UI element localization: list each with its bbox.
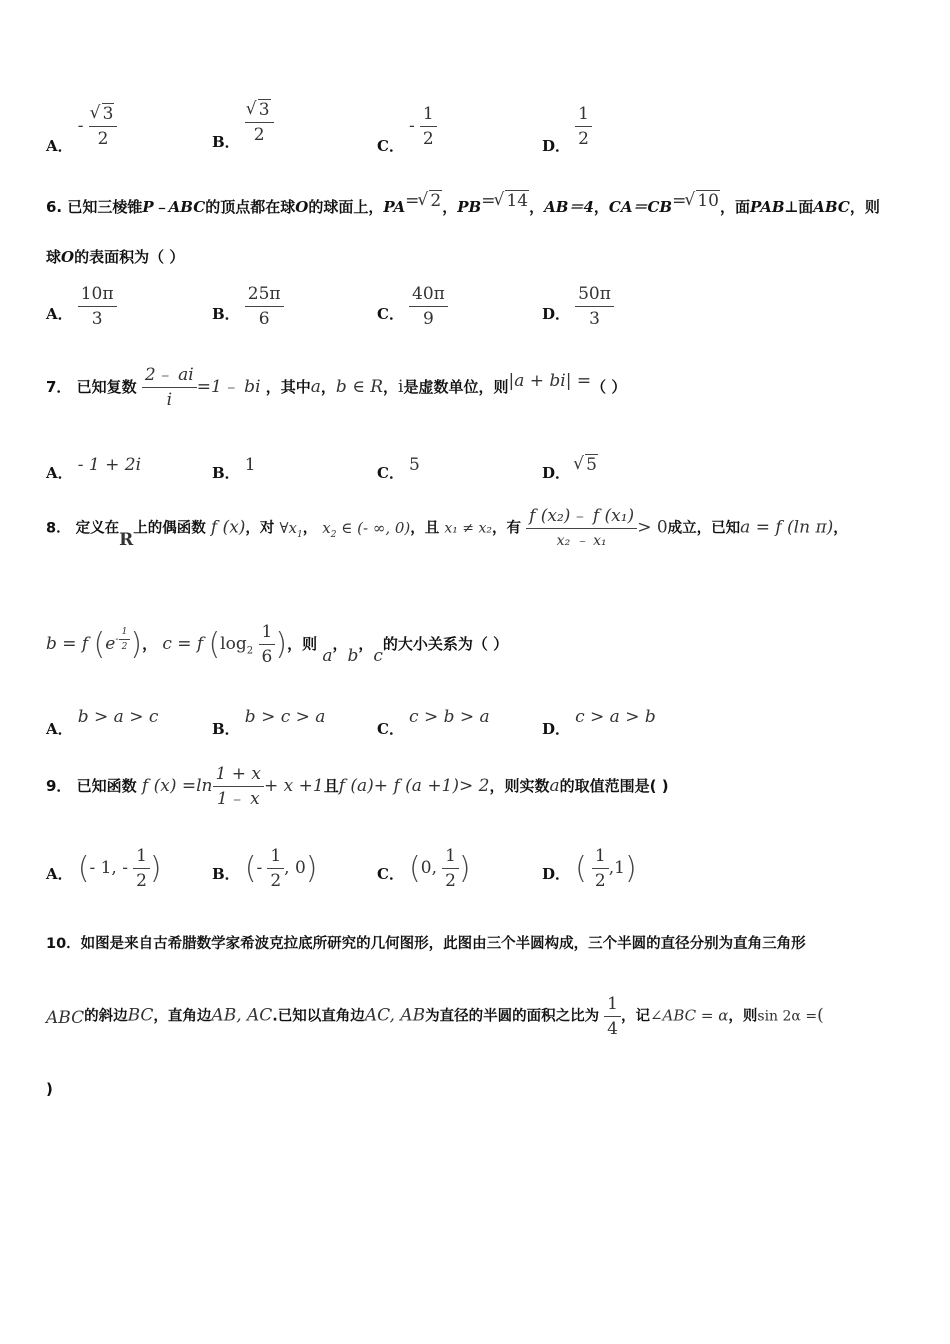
radicand: 3	[102, 104, 114, 124]
option-label: B．	[212, 305, 240, 323]
text: ，则	[287, 635, 318, 653]
option-label: C．	[377, 137, 404, 155]
var-b: b	[347, 646, 359, 666]
q9-stem	[46, 764, 669, 809]
c-lhs: c = f	[162, 634, 204, 654]
ca-eq: CA＝CB	[608, 198, 673, 216]
text: 是虚数单位，则	[403, 378, 509, 396]
sub: 2	[330, 529, 337, 540]
text: 已知函数	[76, 777, 137, 795]
q8-option-a[interactable]	[46, 706, 159, 738]
q5-option-d[interactable]	[542, 104, 592, 155]
q7-stem: 7． 已知复数 $\frac{2﹣ ai}{i}$ =1﹣ bi ，其中a，b ∈ R，i是虚数单位，则|a + bi| =（ ）	[46, 365, 627, 410]
text: ，	[833, 520, 848, 537]
text: ，	[302, 520, 318, 537]
var-a: a	[549, 776, 560, 796]
text: ，直角边	[153, 1008, 212, 1025]
exp-sign: -	[115, 634, 119, 646]
right-part: ,1	[608, 858, 625, 878]
denominator: 2	[445, 871, 456, 891]
denominator: 9	[423, 309, 434, 329]
fraction	[213, 764, 264, 809]
q10-stem-line1: 10．如图是来自古希腊数学家希波克拉底所研究的几何图形，此图由三个半圆构成，三个半圆的直径分别为直角三角形	[46, 936, 806, 952]
option-value: - 1 + 2i	[77, 455, 142, 475]
abs-expr: a + bi	[514, 371, 566, 391]
numerator: 1	[575, 104, 592, 127]
denominator: 2	[136, 871, 147, 891]
denominator: 3	[91, 309, 103, 329]
ca-value: 10	[697, 191, 719, 211]
text: ，	[383, 378, 399, 396]
pa-value: 2	[430, 191, 442, 211]
numerator: 1	[592, 846, 609, 869]
option-label: C．	[377, 865, 404, 883]
text: ，记	[620, 1008, 650, 1025]
log-base: 2	[246, 645, 254, 657]
option-label: D．	[542, 137, 571, 155]
f-rhs: + x +1	[263, 776, 324, 796]
text: 成立，已知	[667, 520, 741, 537]
option-value: 5	[586, 455, 597, 475]
pa-label: PA	[383, 198, 406, 216]
option-label: D．	[542, 464, 571, 482]
q8-stem-line2: b = f ($e^{- \frac{1}{2}}$ )， c = f ($\log_2$ $\frac{1}{6}$ )，则 a，b，c的大小关系为（ ）	[46, 622, 509, 667]
option-label: C．	[377, 305, 404, 323]
a-definition: a = f (ln π)	[740, 517, 834, 538]
tetra-name: P﹣ABC	[142, 198, 206, 216]
fraction	[409, 284, 448, 329]
ab-eq: AB＝4	[544, 198, 594, 216]
condition: f (a)+ f (a +1)> 2	[338, 776, 490, 796]
left-part: 0,	[420, 858, 437, 878]
text: （ ）	[591, 378, 627, 396]
q10-stem-line3: )	[46, 1080, 53, 1098]
question-number: 8．	[46, 520, 71, 537]
fraction	[592, 846, 609, 891]
q5-option-b[interactable]	[212, 100, 274, 151]
denominator: 2	[270, 871, 282, 891]
forall-x1: ∀x	[279, 518, 297, 537]
question-number: 9．	[46, 777, 72, 795]
option-label: A．	[46, 137, 73, 155]
denominator: 3	[589, 309, 600, 329]
option-label: B．	[212, 720, 240, 738]
q6-option-b[interactable]	[212, 284, 284, 329]
b-lhs: b = f	[46, 634, 89, 654]
option-label: A．	[46, 865, 73, 883]
func-f: f (x)	[210, 517, 246, 538]
numerator: 1	[259, 622, 276, 645]
imag-unit: i	[398, 377, 404, 397]
pb-value: 14	[506, 191, 529, 211]
q6-option-d[interactable]	[542, 284, 614, 329]
denominator: 2	[578, 129, 589, 149]
numerator: 2﹣ ai	[142, 365, 197, 388]
denominator: i	[166, 390, 173, 410]
fraction	[420, 104, 437, 149]
question-number: 7．	[46, 378, 72, 396]
text: ，且	[410, 520, 440, 537]
option-value: 5	[409, 455, 420, 475]
sin-expr: sin 2α =	[757, 1008, 818, 1025]
angle-def: ∠ABC = α	[649, 1006, 729, 1025]
numerator: 50π	[575, 284, 614, 307]
denominator: 2	[594, 871, 606, 891]
fraction	[245, 284, 284, 329]
denominator: 2	[97, 129, 109, 149]
left-part: - 1, -	[89, 858, 128, 878]
paren-open: (	[817, 1005, 824, 1026]
fraction	[442, 846, 459, 891]
text: 的取值范围是( )	[559, 777, 669, 795]
exp-num: 1	[119, 627, 131, 640]
numerator: 1	[442, 846, 459, 869]
text: ，则	[849, 198, 880, 216]
text: 的球面上，	[308, 198, 384, 216]
denominator: x₂ ﹣ x₁	[556, 533, 607, 549]
seg-bc: BC	[127, 1005, 154, 1026]
text: ，	[320, 378, 336, 396]
q9-option-b[interactable]: B． (- $\frac{1}{2}$ , 0)	[212, 846, 318, 891]
var-a: a	[322, 646, 333, 666]
numerator: 40π	[409, 284, 448, 307]
option-label: D．	[542, 720, 571, 738]
equals: =	[576, 371, 592, 391]
numerator: 1	[604, 994, 621, 1017]
q8-option-d[interactable]	[542, 706, 656, 738]
var-c: c	[373, 646, 383, 666]
text: 上的偶函数	[133, 520, 206, 537]
pb-label: PB	[457, 198, 482, 216]
denominator: 6	[261, 647, 273, 667]
option-label: B．	[212, 865, 240, 883]
option-value: b > a > c	[77, 707, 159, 727]
seg-ab-ac: AB, AC	[211, 1005, 273, 1026]
right-part: , 0	[284, 858, 306, 878]
q9-option-a[interactable]: A． (- 1, - $\frac{1}{2}$ )	[46, 846, 162, 891]
denominator: 2	[253, 125, 265, 145]
option-label: A．	[46, 464, 73, 482]
left-part: -	[256, 858, 263, 878]
q6-option-c[interactable]	[377, 284, 448, 329]
question-number: 6.	[46, 198, 63, 216]
text: 球	[46, 248, 62, 266]
text: 的顶点都在球	[205, 198, 296, 216]
q7-option-d[interactable]	[542, 454, 598, 482]
text: ，则	[728, 1008, 758, 1025]
sub: 1	[297, 529, 303, 540]
fraction	[526, 506, 637, 551]
fraction	[575, 104, 592, 149]
option-value: 1	[244, 455, 256, 475]
text: ，其中	[265, 378, 311, 396]
q10-stem-line2	[46, 994, 824, 1039]
fraction	[267, 846, 284, 891]
q8-option-b[interactable]	[212, 706, 326, 738]
q5-option-a[interactable]	[46, 104, 117, 155]
sphere-name: O	[61, 248, 75, 266]
denominator: 1﹣ x	[216, 789, 260, 809]
interval: ∈ (- ∞, 0)	[341, 518, 411, 537]
x-neq: x₁ ≠ x₂	[444, 520, 492, 537]
denominator: 4	[607, 1019, 618, 1039]
text: ，对	[245, 520, 275, 537]
fraction	[133, 846, 150, 891]
fraction	[89, 104, 118, 149]
text: 为直径的半圆的面积之比为	[425, 1008, 600, 1025]
b-in-r: b ∈ R	[335, 377, 383, 397]
var-a: a	[310, 377, 321, 397]
option-value: b > c > a	[244, 707, 326, 727]
q9-option-c[interactable]: C． (0, $\frac{1}{2}$ )	[377, 846, 471, 891]
text: 的斜边	[84, 1008, 128, 1025]
text: 面	[798, 198, 814, 216]
option-label: A．	[46, 305, 73, 323]
seg-ac-ab: AC, AB	[364, 1005, 426, 1026]
base-e: e	[105, 634, 116, 654]
numerator: 1	[420, 104, 437, 127]
gt-zero: > 0	[637, 517, 668, 538]
option-value: c > b > a	[409, 707, 490, 727]
numerator: 1	[267, 846, 284, 869]
fraction	[245, 100, 274, 145]
option-label: A．	[46, 720, 73, 738]
text: 已知三棱锥	[67, 198, 143, 216]
text: 已知复数	[76, 378, 137, 396]
text: 的大小关系为（ ）	[382, 635, 509, 653]
text: ，有	[492, 520, 521, 537]
fraction	[78, 284, 117, 329]
fraction	[142, 365, 197, 410]
text: 定义在	[75, 520, 120, 537]
q5-option-c[interactable]	[377, 104, 437, 155]
radicand: 3	[258, 100, 270, 120]
perp-symbol: ⊥	[784, 198, 799, 216]
text: 的表面积为（ ）	[74, 248, 185, 266]
numerator: 1	[133, 846, 150, 869]
q9-option-d[interactable]: D． ( $\frac{1}{2}$ ,1)	[542, 846, 637, 891]
option-label: D．	[542, 305, 571, 323]
numerator: f (x₂)﹣ f (x₁)	[526, 506, 637, 529]
numerator: 1 + x	[213, 764, 264, 787]
numerator: 10π	[78, 284, 117, 307]
text: ，面	[720, 198, 751, 216]
ratio-fraction	[604, 994, 621, 1039]
q6-stem-line1: 6. 已知三棱锥P﹣ABC的顶点都在球O的球面上，PA=√ 2，PB=√ 14，AB＝4，CA＝CB=√ 10，面PAB⊥面ABC，则	[46, 196, 880, 217]
denominator: 2	[422, 129, 434, 149]
denominator: 6	[258, 309, 270, 329]
option-label: C．	[377, 464, 404, 482]
set-r: R	[119, 529, 134, 550]
triangle-abc: ABC	[46, 1007, 85, 1028]
text: .已知以直角边	[272, 1008, 365, 1025]
f-lhs: f (x) =ln	[141, 776, 213, 796]
option-label: B．	[212, 133, 240, 151]
sphere-name: O	[295, 198, 309, 216]
option-value: c > a > b	[575, 707, 656, 727]
q8-stem-line1	[46, 506, 848, 551]
rhs: =1﹣ bi	[196, 377, 261, 397]
q7-option-b[interactable]	[212, 454, 256, 482]
q6-option-a[interactable]	[46, 284, 117, 329]
option-label: D．	[542, 865, 571, 883]
text: 且	[323, 777, 339, 795]
numerator: 25π	[245, 284, 284, 307]
plane-abc: ABC	[813, 198, 850, 216]
exp-den: 2	[121, 642, 128, 653]
plane-pab: PAB	[750, 198, 785, 216]
q8-option-c[interactable]	[377, 706, 490, 738]
q6-stem-line2	[46, 246, 184, 267]
option-label: C．	[377, 720, 404, 738]
sign: -	[409, 116, 415, 136]
x2: x	[322, 518, 331, 537]
text: ，则实数	[489, 777, 550, 795]
option-label: B．	[212, 464, 240, 482]
log: log	[220, 634, 247, 654]
fraction	[575, 284, 614, 329]
q7-option-a[interactable]	[46, 454, 142, 482]
q7-option-c[interactable]	[377, 454, 420, 482]
sign: -	[77, 116, 84, 136]
